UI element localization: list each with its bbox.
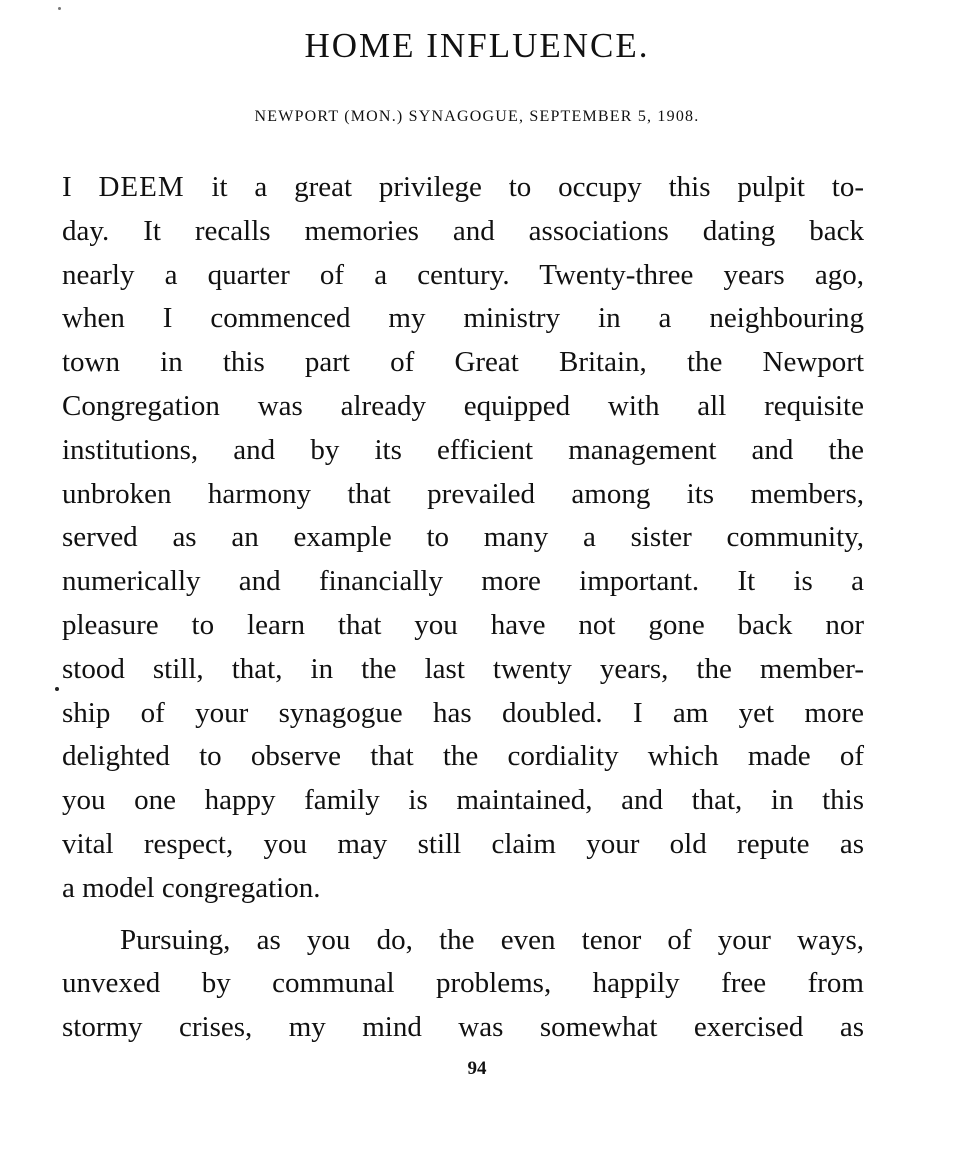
paragraph-1-line: nearly a quarter of a century. Twenty-three years ago, [62,258,864,291]
page-title: HOME INFLUENCE. [304,26,650,65]
first-line-rest: it a great privilege to occupy this pulpit to- [211,171,865,203]
lead-smallcaps: DEEM [98,171,185,203]
page-number: 94 [467,1058,487,1079]
paragraph-1-line: numerically and financially more important. It is a [62,565,864,598]
lead-word: I [62,171,72,203]
paragraph-1-last-line: a model congregation. [62,871,321,904]
paragraph-1-line: served as an example to many a sister community, [62,521,864,554]
paragraph-1-line: day. It recalls memories and associations dating back [62,214,864,247]
paragraph-gap [62,911,864,919]
paragraph-1-line: ship of your synagogue has doubled. I am yet more [62,696,864,729]
paragraph-1-line: you one happy family is maintained, and that, in this [62,784,864,817]
paragraph-1-line: stood still, that, in the last twenty years, the member- [62,652,864,685]
body-text [62,166,864,1050]
paragraph-1-line: unbroken harmony that prevailed among its members, [62,477,864,510]
margin-mark [55,687,59,691]
paragraph-1-line: vital respect, you may still claim your old repute as [62,827,864,860]
paragraph-1-line: institutions, and by its efficient management and the [62,433,864,466]
paragraph-2-line: stormy crises, my mind was somewhat exercised as [62,1011,864,1044]
paragraph-1-line: pleasure to learn that you have not gone back nor [62,608,864,641]
paragraph-1-line-1 [62,166,864,210]
paragraph-1-line: delighted to observe that the cordiality which made of [62,740,864,773]
paragraph-2-line: Pursuing, as you do, the even tenor of your ways, [120,923,864,956]
paper-speck [58,7,61,10]
paragraph-1-line: Congregation was already equipped with all requisite [62,389,864,422]
paragraph-2-line: unvexed by communal problems, happily free from [62,967,864,1000]
sermon-location-date: NEWPORT (MON.) SYNAGOGUE, SEPTEMBER 5, 1908. [254,108,700,125]
paragraph-1-line: town in this part of Great Britain, the Newport [62,346,864,379]
paragraph-1-line: when I commenced my ministry in a neighbouring [62,302,864,335]
